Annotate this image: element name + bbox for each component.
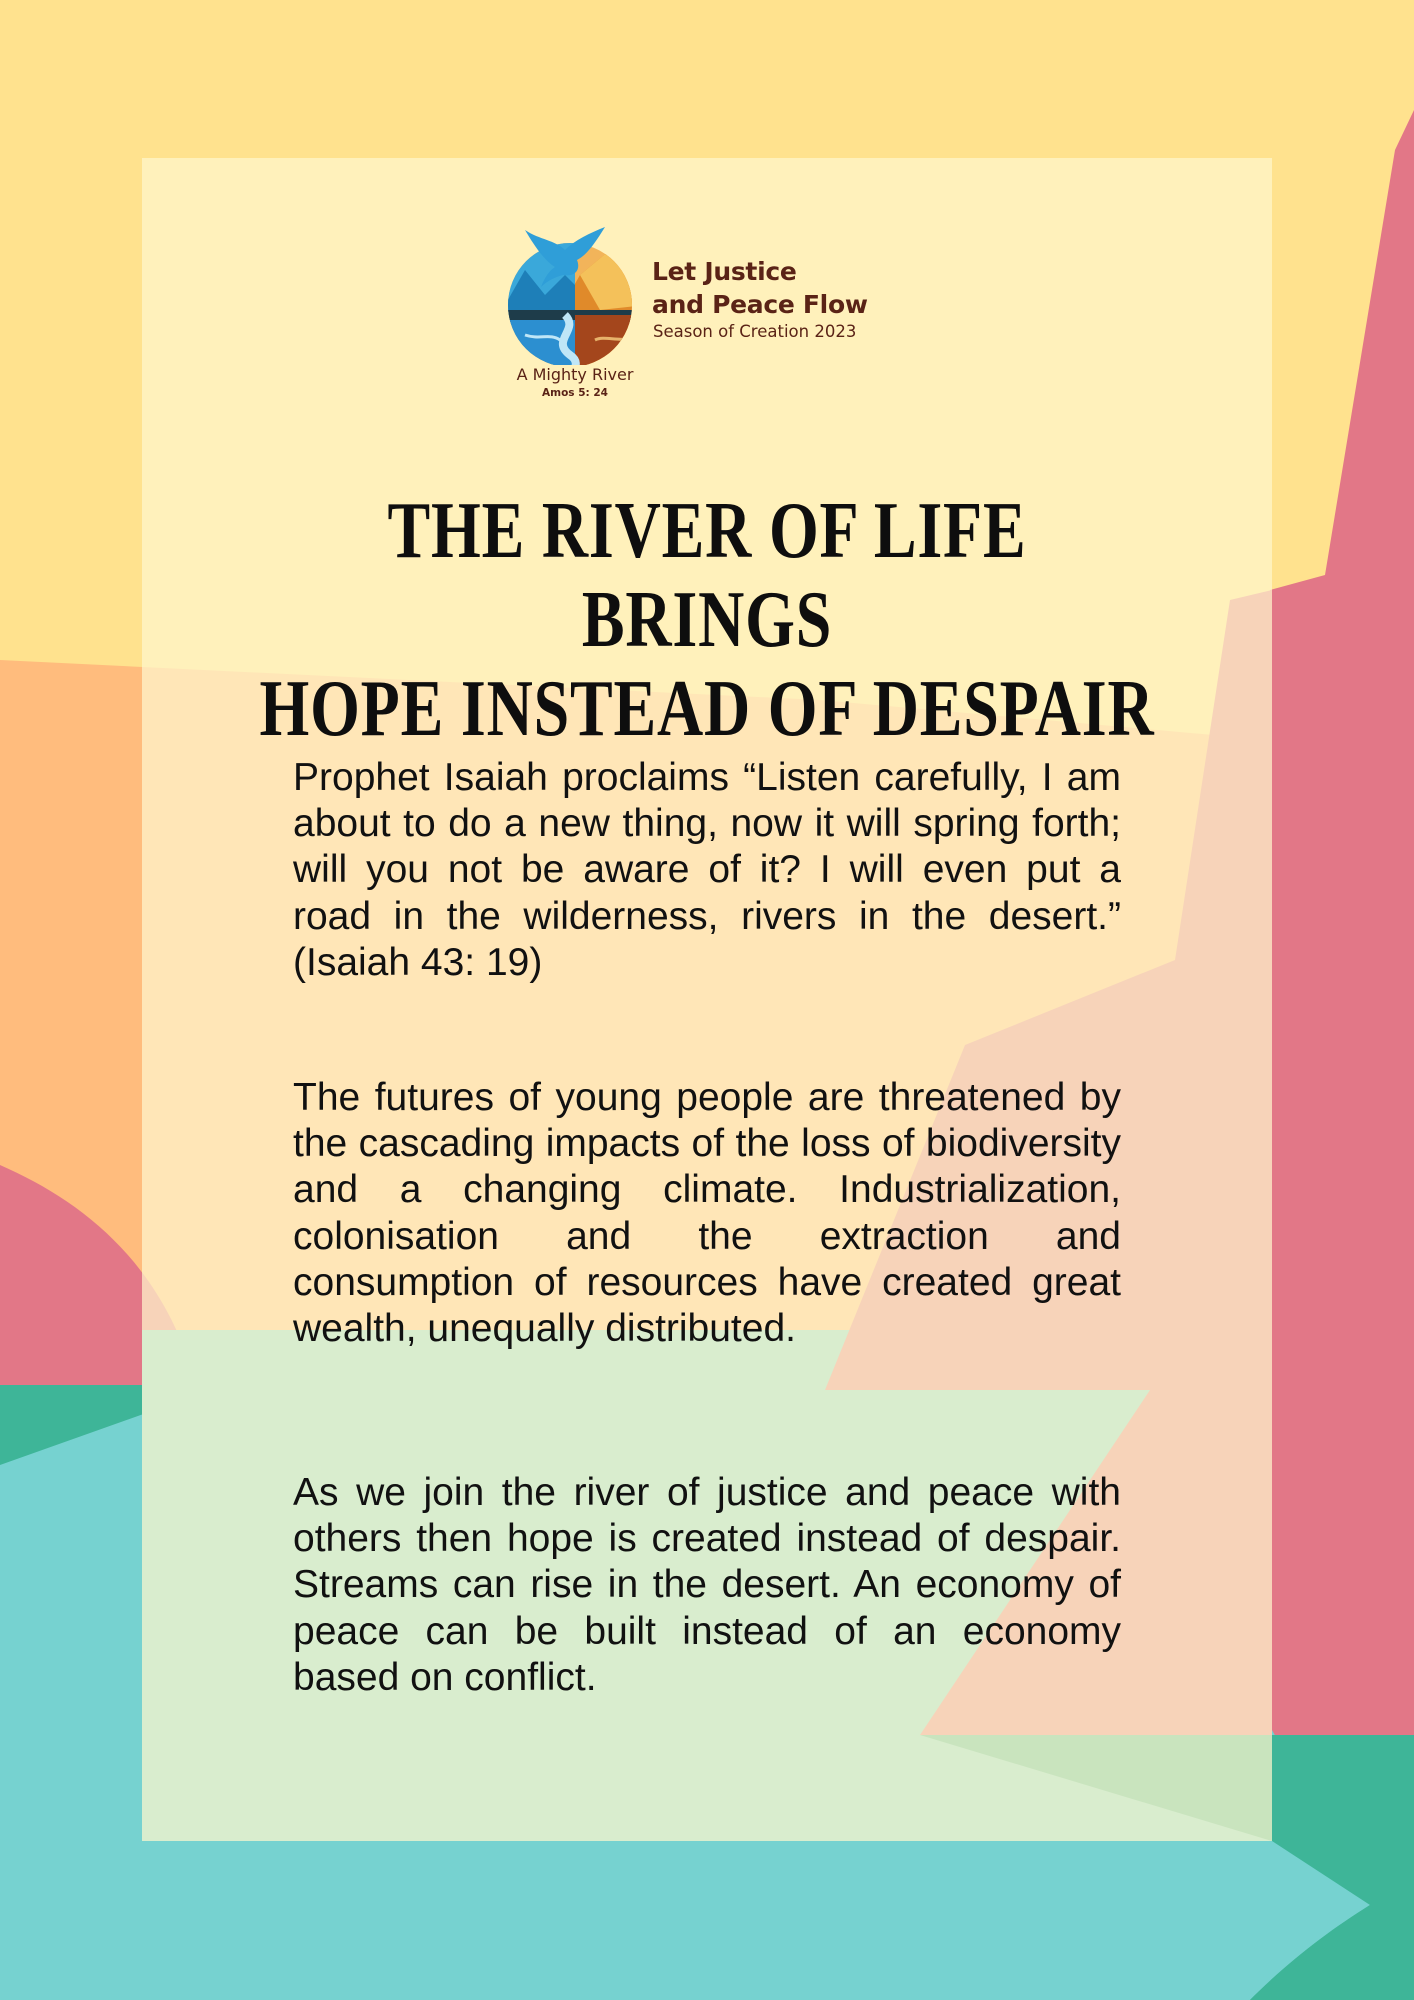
logo-tagline: A Mighty River [516, 365, 634, 384]
paragraph-river-of-justice: As we join the river of justice and peace with others then hope is created instead of despair. Streams can rise in the desert. An economy of peace can be built instead of an economy based on conflict. [293, 1471, 1121, 1699]
logo-subtitle: Season of Creation 2023 [653, 322, 857, 341]
page-title-line2: HOPE INSTEAD OF DESPAIR [259, 665, 1155, 753]
logo-title-line1: Let Justice [652, 257, 797, 286]
logo-title [652, 255, 868, 321]
logo-verse: Amos 5: 24 [542, 387, 608, 399]
page-title [255, 487, 1159, 754]
logo [500, 215, 900, 405]
paragraph-isaiah-quote: Prophet Isaiah proclaims “Listen carefully, I am about to do a new thing, now it will spring forth; will you not be aware of it? I will even put a road in the wilderness, rivers in the desert.” (Isaiah 43: 19) [293, 756, 1121, 984]
pink-shape-right [1270, 110, 1414, 2000]
paragraph-young-people: The futures of young people are threatened by the cascading impacts of the loss of biodiversity and a changing climate. Industrialization, colonisation and the extraction and consumption of resources have created great wealth, unequally distributed. [293, 1076, 1121, 1351]
logo-title-line2: and Peace Flow [652, 290, 868, 319]
page-title-line1: THE RIVER OF LIFE BRINGS [387, 487, 1027, 664]
dove-river-emblem-icon [505, 215, 645, 365]
